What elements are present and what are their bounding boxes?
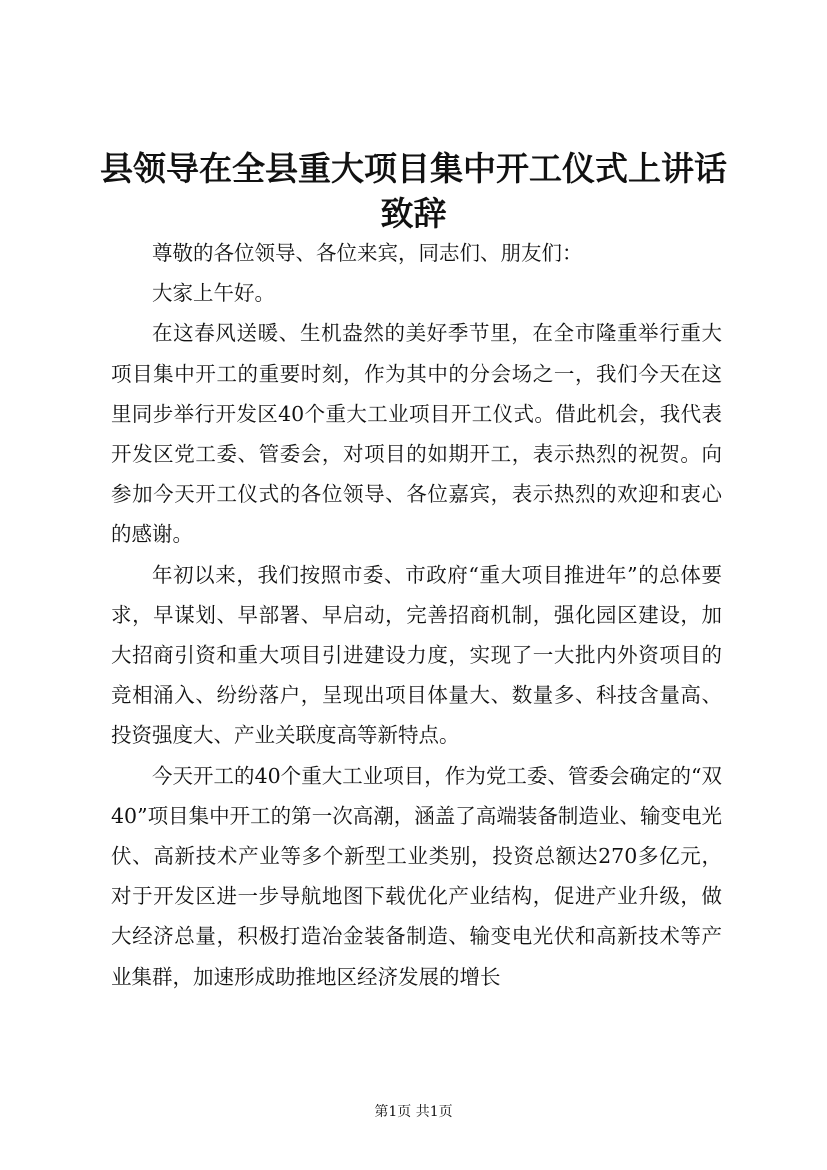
document-title: 县领导在全县重大项目集中开工仪式上讲话致辞 (100, 149, 727, 233)
paragraph-opening: 在这春风送暖、生机盎然的美好季节里，在全市隆重举行重大项目集中开工的重要时刻，作为其中的分会场之一，我们今天在这里同步举行开发区40个重大工业项目开工仪式。借此机会，我代表开发区党工委、管委会，对项目的如期开工，表示热烈的祝贺。向参加今天开工仪式的各位领导、各位嘉宾，表示热烈的欢迎和衷心的感谢。 (111, 321, 722, 547)
paragraph-greeting: 大家上午好。 (152, 281, 275, 306)
paragraph-salutation: 尊敬的各位领导、各位来宾，同志们、朋友们： (152, 241, 583, 265)
page-footer: 第1页 共1页 (374, 1104, 453, 1120)
document-body (111, 233, 722, 997)
paragraph-achievements: 年初以来，我们按照市委、市政府“重大项目推进年”的总体要求，早谋划、早部署、早启动，完善招商机制，强化园区建设，加大招商引资和重大项目引进建设力度，实现了一大批内外资项目的竞相涌入、纷纷落户，呈现出项目体量大、数量多、科技含量高、投资强度大、产业关联度高等新特点。 (111, 562, 722, 748)
paragraph-projects: 今天开工的40个重大工业项目，作为党工委、管委会确定的“双40”项目集中开工的第一次高潮，涵盖了高端装备制造业、输变电光伏、高新技术产业等多个新型工业类别，投资总额达270多亿元，对于开发区进一步导航地图下载优化产业结构，促进产业升级，做大经济总量，积极打造冶金装备制造、输变电光伏和高新技术等产业集群，加速形成助推地区经济发展的增长 (111, 763, 722, 989)
